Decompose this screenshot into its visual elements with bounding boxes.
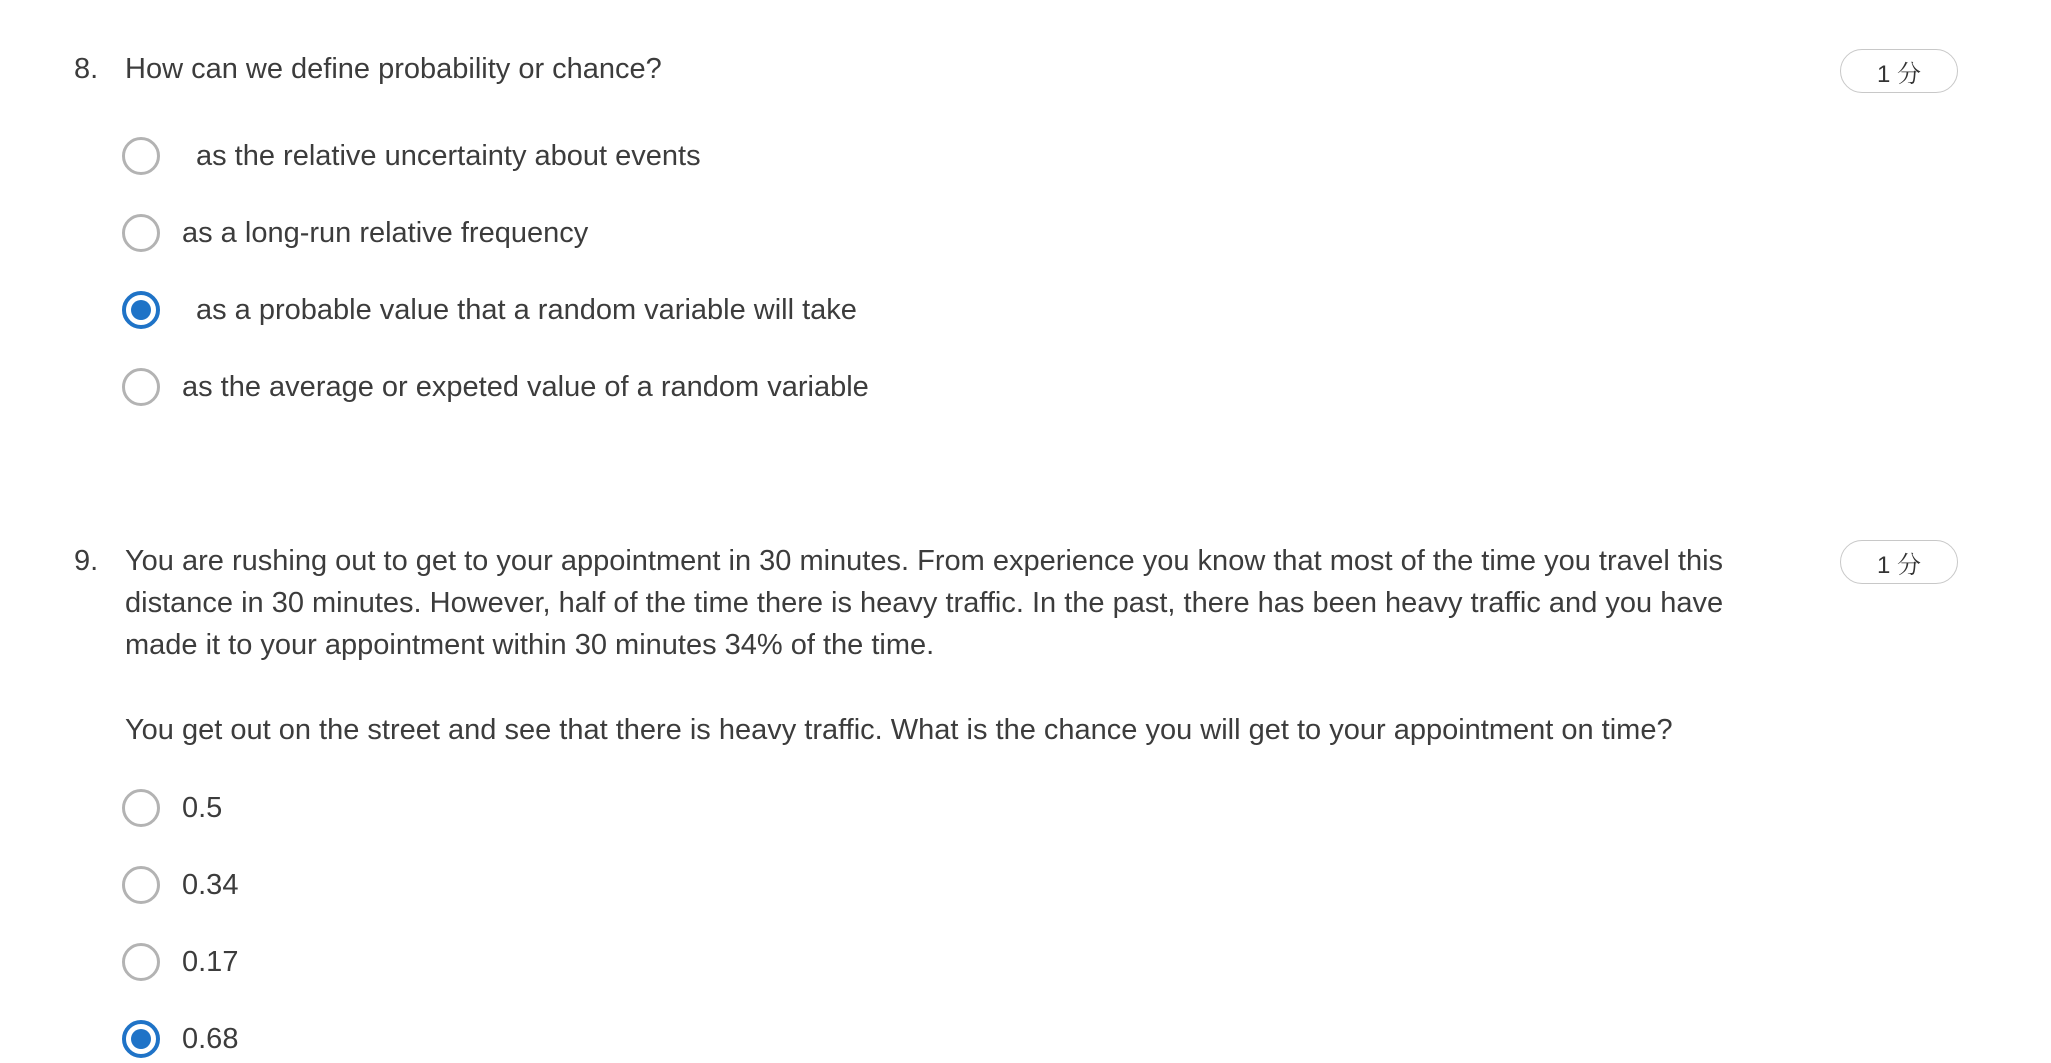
option-label: 0.34 [182, 868, 239, 901]
answer-option[interactable] [122, 940, 238, 984]
radio-button[interactable] [122, 368, 160, 406]
answer-option[interactable] [122, 786, 222, 830]
answer-option[interactable] [122, 1017, 238, 1061]
question-text: You are rushing out to get to your appointment in 30 minutes. From experience you know that most of the time you travel this distance in 30 minutes. However, half of the time there is heavy traffic. In the past, there has been heavy traffic and you have made it to your appointment within 30 minutes 34% of the time. [125, 545, 1724, 661]
answer-option[interactable] [122, 365, 869, 409]
answer-option[interactable] [122, 134, 701, 178]
radio-button[interactable] [122, 866, 160, 904]
radio-button[interactable] [122, 789, 160, 827]
question-subtext: You get out on the street and see that there is heavy traffic. What is the chance you will get to your appointment on time? [125, 714, 1673, 746]
radio-button-selected[interactable] [122, 1020, 160, 1058]
points-badge: 1 分 [1840, 540, 1958, 584]
option-label: 0.5 [182, 791, 223, 824]
radio-button-selected[interactable] [122, 291, 160, 329]
answer-option[interactable] [122, 863, 238, 907]
option-label: 0.17 [182, 945, 239, 978]
option-label: as a probable value that a random variable will take [196, 293, 857, 326]
points-badge: 1 分 [1840, 49, 1958, 93]
option-label: 0.68 [182, 1022, 239, 1055]
option-label: as the average or expeted value of a random variable [182, 370, 869, 403]
radio-button[interactable] [122, 943, 160, 981]
radio-button[interactable] [122, 137, 160, 175]
question-number: 9. [74, 545, 99, 577]
question-number: 8. [74, 53, 99, 85]
option-label: as a long-run relative frequency [182, 216, 589, 249]
option-label: as the relative uncertainty about events [196, 139, 701, 172]
radio-button[interactable] [122, 214, 160, 252]
answer-option[interactable] [122, 211, 588, 255]
answer-option[interactable] [122, 288, 857, 332]
question-text: How can we define probability or chance? [125, 53, 662, 85]
